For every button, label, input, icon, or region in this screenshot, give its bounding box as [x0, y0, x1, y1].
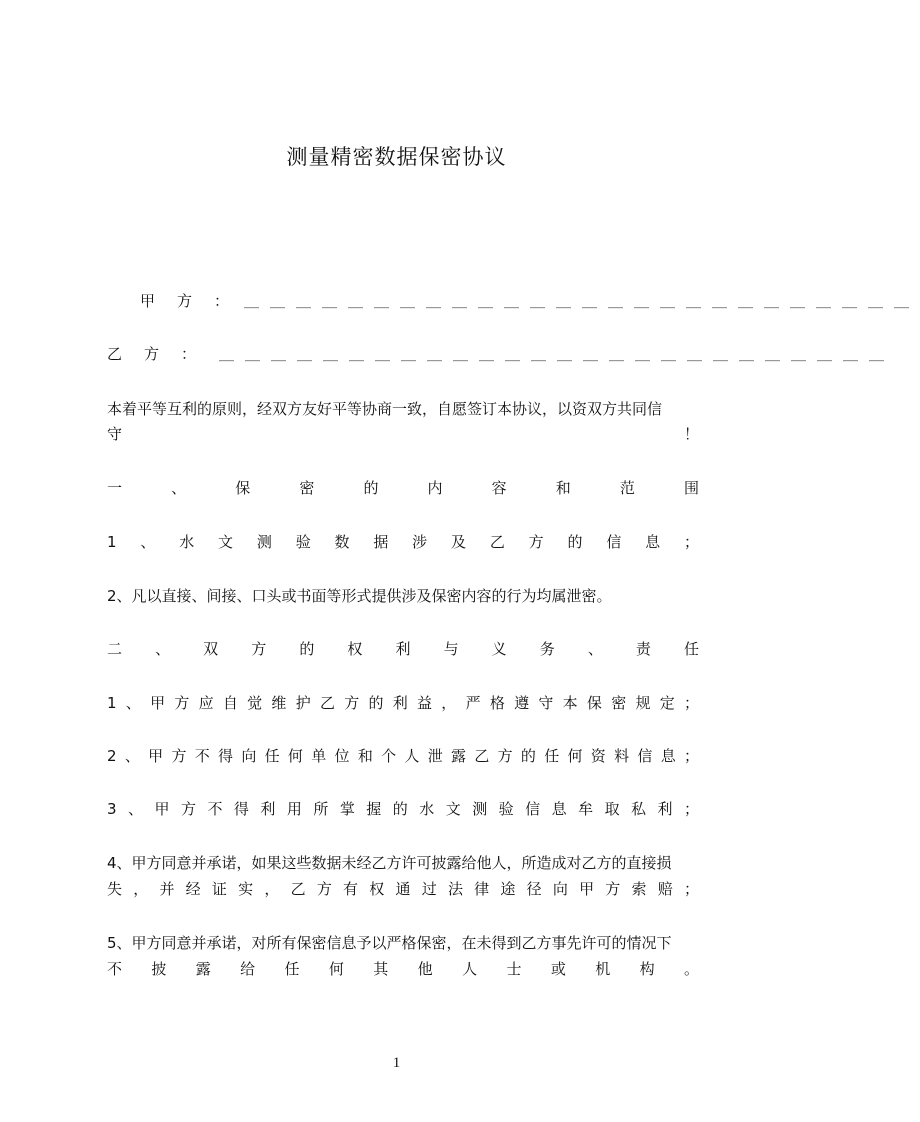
document-title: 测量精密数据保密协议 [286, 145, 507, 169]
section-2-item-5-line-1: 5、甲方同意并承诺，对所有保密信息予以严格保密，在未得到乙方事先许可的情况下 [107, 934, 672, 952]
section-2-item-5-line-2: 不披露给任何其他人士或机构。 [107, 960, 699, 978]
party-a-line [140, 290, 920, 312]
section-2-item-4-line-2: 失，并经证实，乙方有权通过法律途径向甲方索赔； [107, 880, 699, 898]
section-2-heading: 二、双方的权利与义务、责任 [107, 640, 699, 658]
page-number: 1 [392, 1055, 401, 1071]
section-2-item-2: 2、甲方不得向任何单位和个人泄露乙方的任何资料信息； [107, 747, 699, 765]
party-a-label: 甲方： [140, 292, 252, 310]
section-2-item-4-line-1: 4、甲方同意并承诺，如果这些数据未经乙方许可披露给他人，所造成对乙方的直接损 [107, 854, 672, 872]
party-b-line [107, 343, 896, 365]
party-a-blank: ＿＿＿＿＿＿＿＿＿＿＿＿＿＿＿＿＿＿＿＿＿＿＿＿＿＿ [244, 292, 920, 310]
section-2-item-1: 1、甲方应自觉维护乙方的利益，严格遵守本保密规定； [107, 694, 699, 712]
section-1-item-1: 1、水文测验数据涉及乙方的信息； [107, 533, 699, 551]
section-2-item-3: 3、甲方不得利用所掌握的水文测验信息牟取私利； [107, 800, 699, 818]
section-1-item-2: 2、凡以直接、间接、口头或书面等形式提供涉及保密内容的行为均属泄密。 [107, 587, 612, 605]
party-b-label: 乙方： [107, 345, 219, 363]
intro-line-1: 本着平等互利的原则，经双方友好平等协商一致，自愿签订本协议，以资双方共同信 [107, 400, 663, 418]
intro-line-2: 守 ！ [107, 425, 699, 443]
party-b-blank: ＿＿＿＿＿＿＿＿＿＿＿＿＿＿＿＿＿＿＿＿＿＿＿＿＿＿ [219, 345, 896, 363]
section-1-heading: 一、保密的内容和范围 [107, 479, 699, 497]
